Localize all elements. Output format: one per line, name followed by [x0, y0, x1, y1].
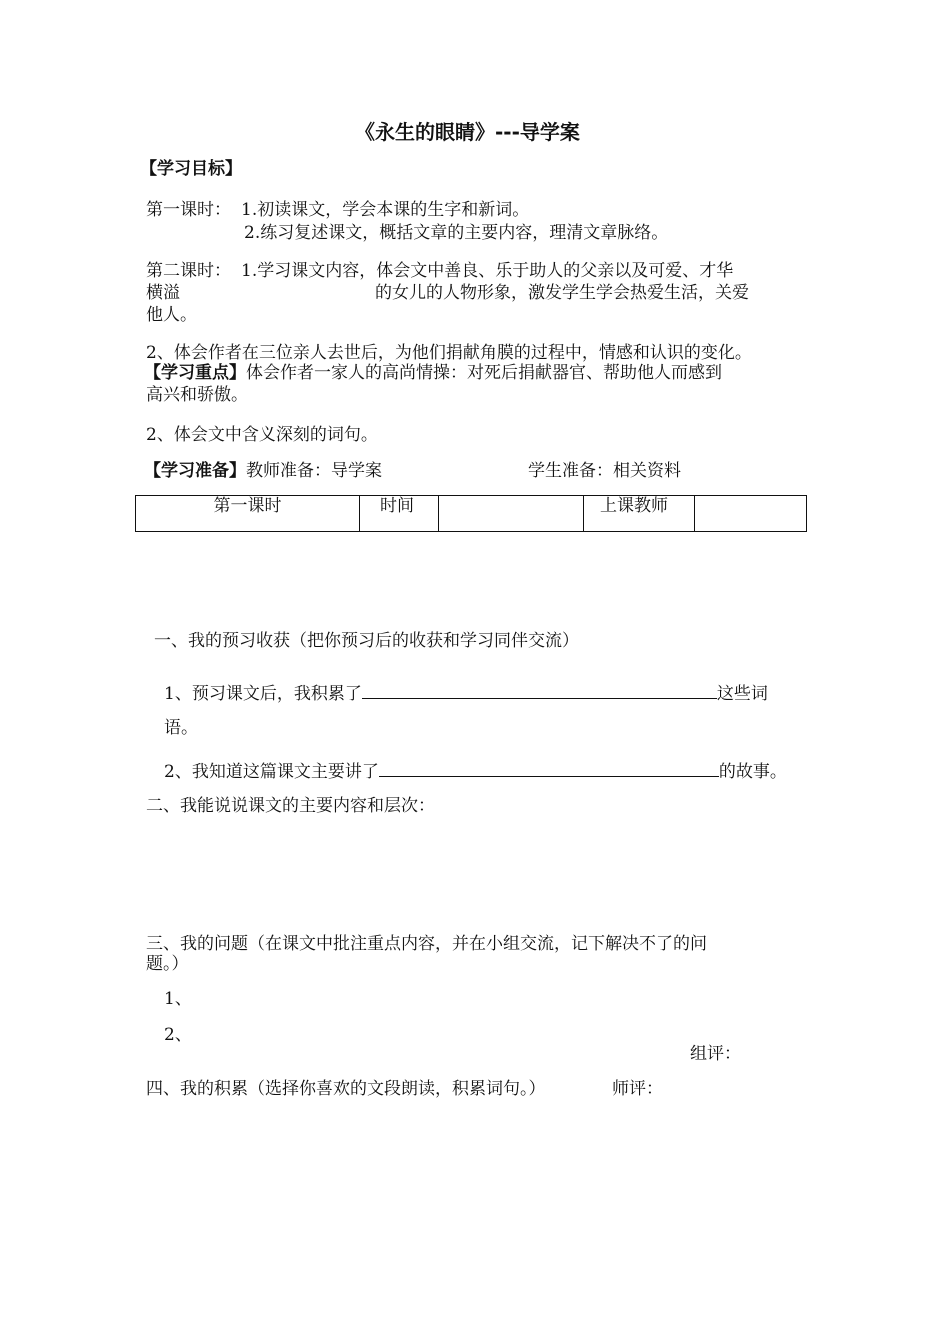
section3-heading-line2: 题。）	[146, 954, 189, 974]
table-row	[136, 496, 807, 532]
group-review-label: 组评：	[690, 1044, 741, 1064]
q2-blank[interactable]	[379, 760, 719, 777]
question-item-2: 2、	[164, 1025, 192, 1045]
q1-wrap: 语。	[164, 718, 198, 738]
lesson2-label: 第二课时：	[146, 261, 231, 281]
question-item-1: 1、	[164, 989, 192, 1009]
section1-heading: 一、我的预习收获（把你预习后的收获和学习同伴交流）	[154, 631, 579, 651]
lesson2-item2: 2、体会作者在三位亲人去世后，为他们捐献角膜的过程中，情感和认识的变化。	[146, 343, 752, 363]
teacher-label-cell: 上课教师	[584, 496, 695, 532]
lesson2-item1-line2a: 横溢	[146, 283, 180, 303]
q2-prefix: 2、我知道这篇课文主要讲了	[164, 762, 379, 782]
key-points-line1	[144, 363, 722, 383]
section4-heading: 四、我的积累（选择你喜欢的文段朗读，积累词句。）	[146, 1079, 546, 1099]
goals-heading: 【学习目标】	[140, 159, 242, 179]
lesson1-item1: 1.初读课文，学会本课的生字和新词。	[241, 200, 530, 220]
lesson-info-table	[135, 495, 807, 532]
q1-line	[164, 682, 768, 704]
lesson2-item1-line3: 他人。	[146, 305, 197, 325]
key-points-heading: 【学习重点】	[144, 363, 246, 383]
section2-heading: 二、我能说说课文的主要内容和层次：	[146, 796, 435, 816]
teacher-review-label: 师评：	[612, 1079, 663, 1099]
teacher-prep: 教师准备：导学案	[246, 461, 382, 481]
lesson-cell: 第一课时	[136, 496, 360, 532]
student-prep: 学生准备：相关资料	[528, 461, 681, 481]
key-points-item2: 2、体会文中含义深刻的词句。	[146, 425, 378, 445]
time-value-cell[interactable]	[439, 496, 584, 532]
page-title: 《永生的眼睛》---导学案	[355, 120, 580, 144]
lesson2-item1-line2b: 的女儿的人物形象，激发学生学会热爱生活，关爱	[375, 283, 749, 303]
q1-blank[interactable]	[362, 682, 717, 699]
q2-suffix: 的故事。	[718, 762, 787, 782]
preparation-heading: 【学习准备】	[144, 461, 246, 481]
time-label-cell: 时间	[360, 496, 439, 532]
q1-suffix: 这些词	[716, 684, 768, 704]
teacher-value-cell[interactable]	[695, 496, 807, 532]
q2-line	[164, 760, 787, 782]
section3-heading-line1: 三、我的问题（在课文中批注重点内容，并在小组交流，记下解决不了的问	[146, 934, 707, 954]
lesson1-item2: 2.练习复述课文，概括文章的主要内容，理清文章脉络。	[244, 223, 669, 243]
lesson1-label: 第一课时：	[146, 200, 231, 220]
q1-prefix: 1、预习课文后，我积累了	[164, 684, 362, 704]
lesson2-item1-line1: 1.学习课文内容，体会文中善良、乐于助人的父亲以及可爱、才华	[241, 261, 734, 281]
key-points-line2: 高兴和骄傲。	[146, 385, 248, 405]
preparation-line	[144, 461, 382, 481]
key-points-text: 体会作者一家人的高尚情操：对死后捐献器官、帮助他人而感到	[246, 363, 722, 383]
